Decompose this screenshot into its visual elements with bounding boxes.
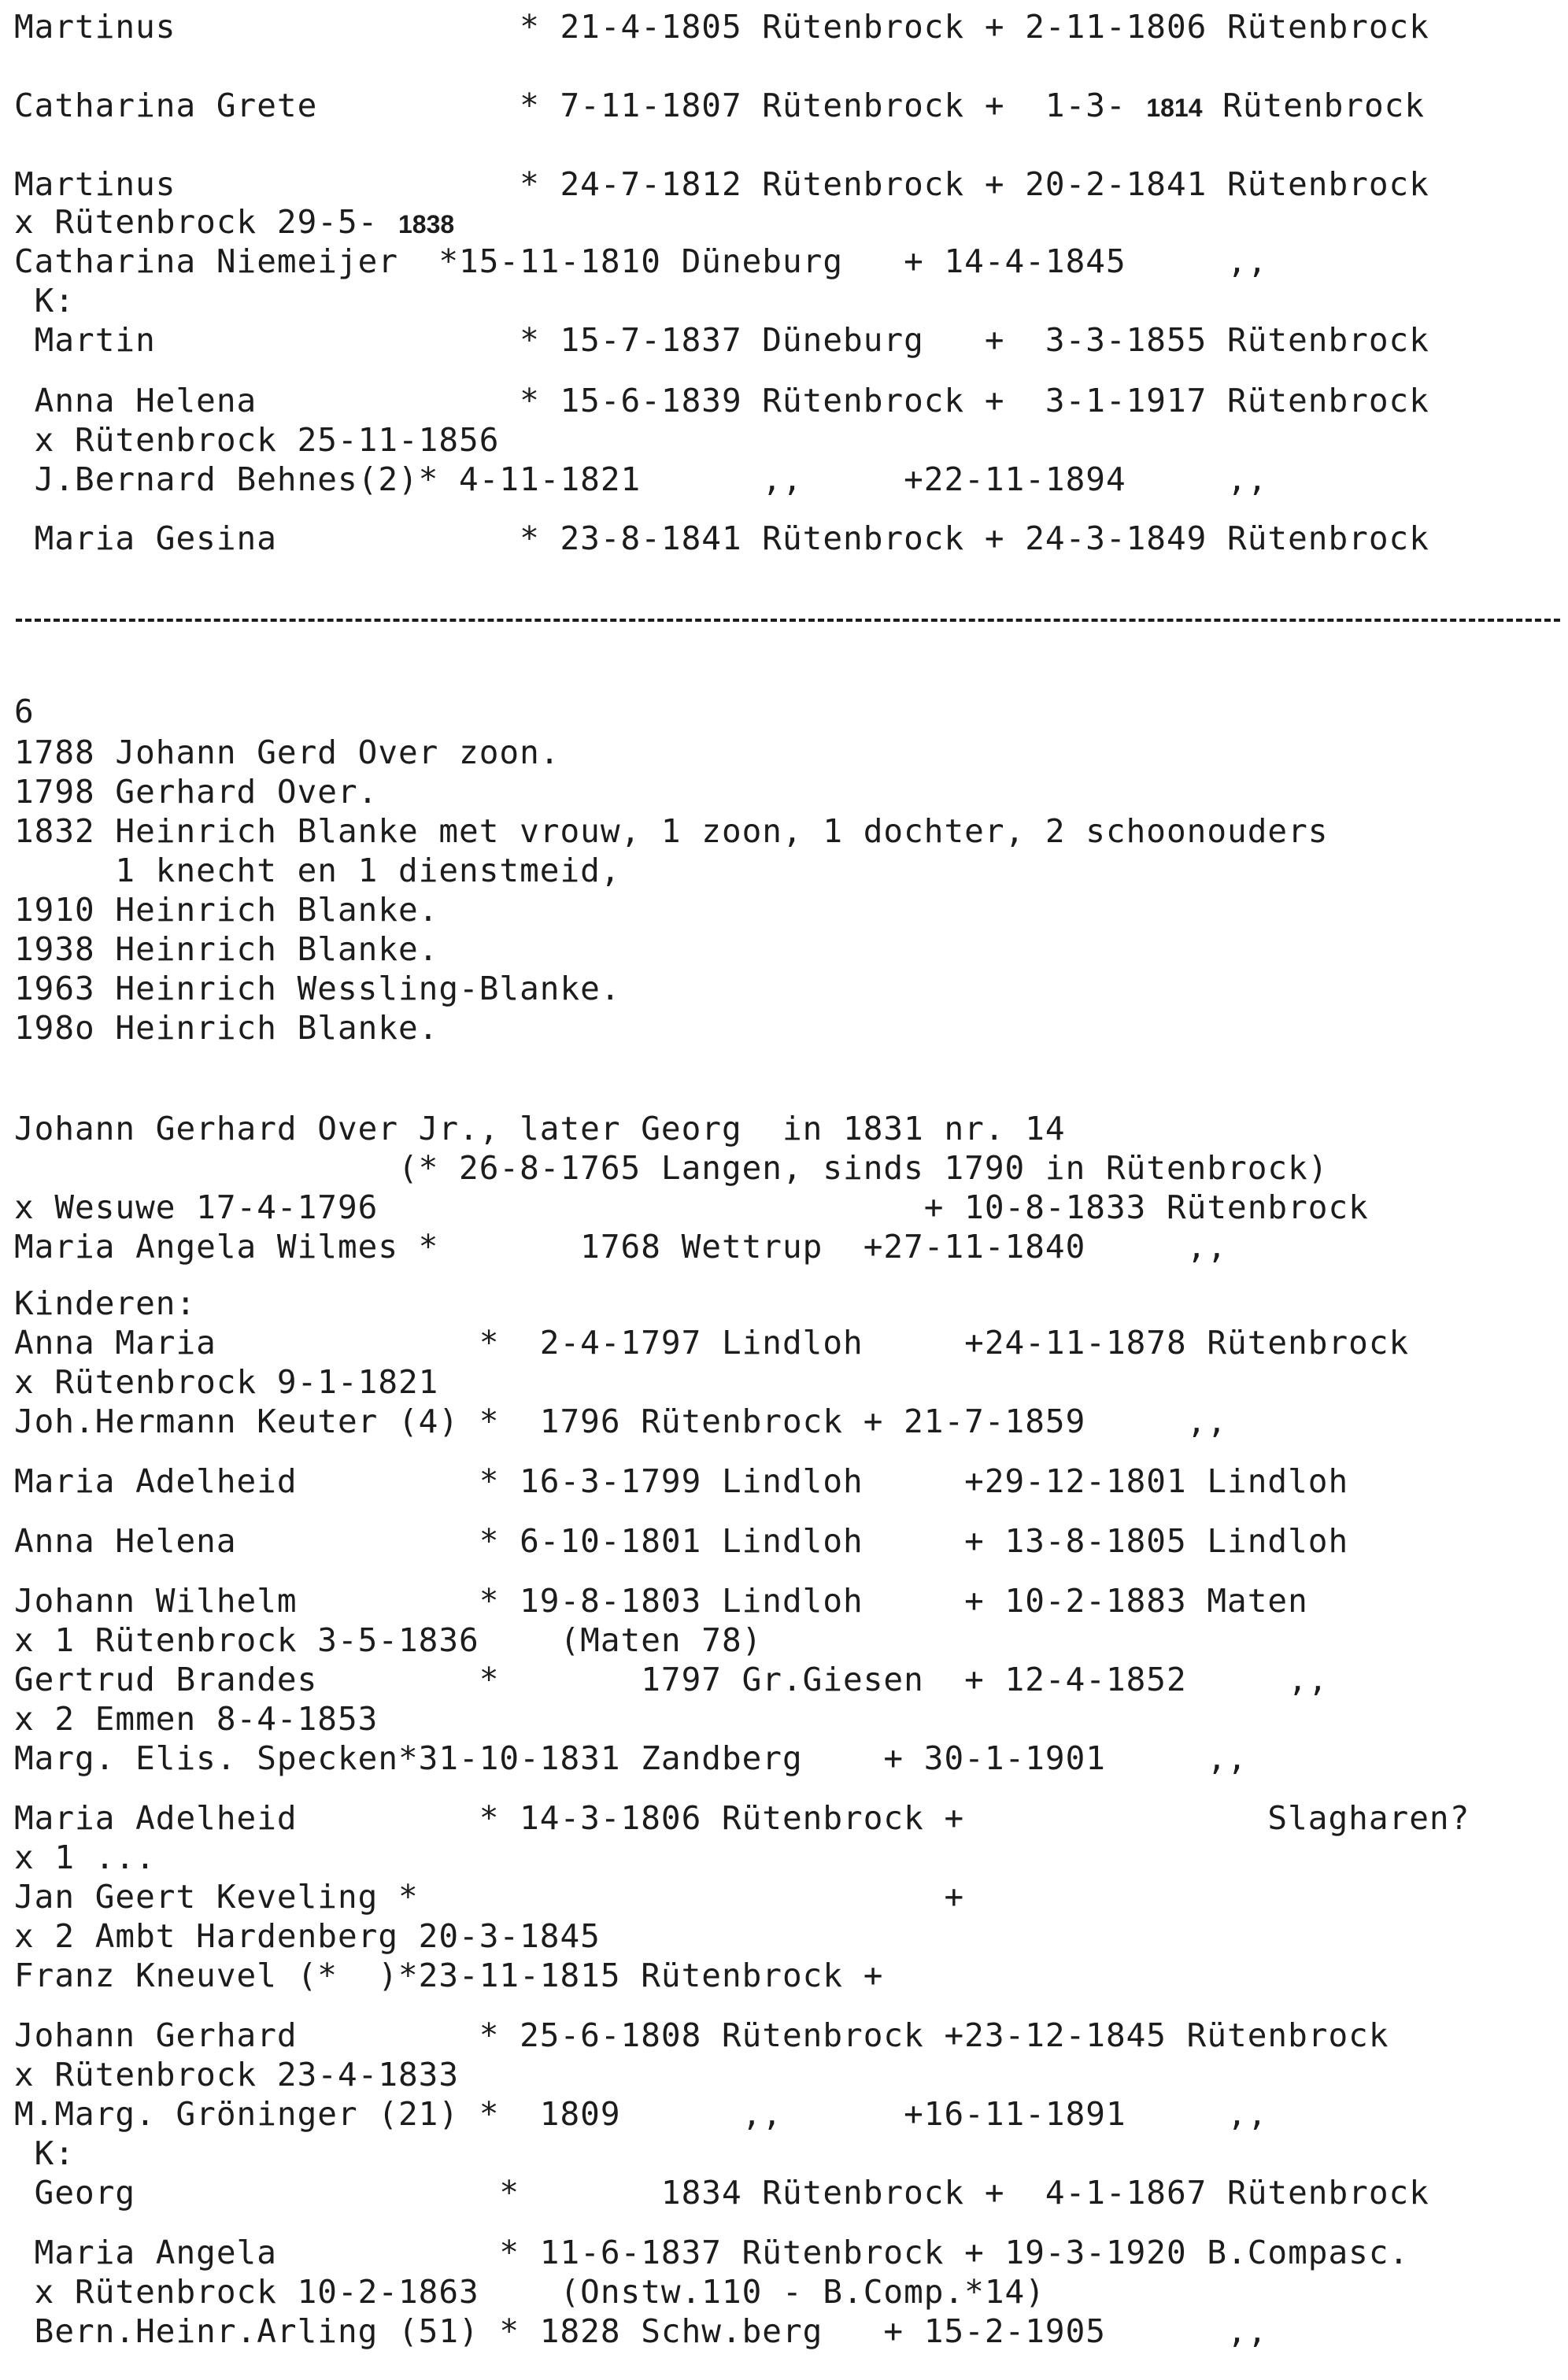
marriage-line: x Rütenbrock 23-4-1833 xyxy=(14,2056,460,2094)
marriage-line: x Rütenbrock 9-1-1821 xyxy=(14,1363,439,1401)
family-head: Johann Gerhard Over Jr., later Georg in 1831 nr. 14 xyxy=(14,1110,1066,1148)
record-line: Maria Gesina * 23-8-1841 Rütenbrock + 24-3-1849 Rütenbrock xyxy=(14,519,1429,557)
marriage-line: x Wesuwe 17-4-1796 + 10-8-1833 Rütenbrock xyxy=(14,1188,1369,1226)
occupant-line: 1910 Heinrich Blanke. xyxy=(14,891,439,929)
occupant-line: 1788 Johann Gerd Over zoon. xyxy=(14,734,560,771)
record-line: Maria Adelheid * 14-3-1806 Rütenbrock + Slagharen? xyxy=(14,1799,1470,1837)
record-line: Maria Angela Wilmes * 1768 Wettrup +27-11-1840 ,, xyxy=(14,1228,1228,1266)
section-number: 6 xyxy=(14,693,35,730)
occupant-line: 1832 Heinrich Blanke met vrouw, 1 zoon, 1 dochter, 2 schoonouders xyxy=(14,812,1329,850)
marriage-line: x 2 Ambt Hardenberg 20-3-1845 xyxy=(14,1917,601,1955)
occupant-line: 1963 Heinrich Wessling-Blanke. xyxy=(14,970,621,1007)
record-line: Marg. Elis. Specken*31-10-1831 Zandberg + 30-1-1901 ,, xyxy=(14,1739,1248,1777)
record-line: M.Marg. Gröninger (21) * 1809 ,, +16-11-1891 ,, xyxy=(14,2095,1268,2133)
marriage-line: x Rütenbrock 10-2-1863 (Onstw.110 - B.Comp.*14) xyxy=(14,2273,1045,2311)
record-line: Bern.Heinr.Arling (51) * 1828 Schw.berg + 15-2-1905 ,, xyxy=(14,2312,1268,2350)
record-line: Anna Helena * 15-6-1839 Rütenbrock + 3-1-1917 Rütenbrock xyxy=(14,382,1429,419)
record-line: Maria Angela * 11-6-1837 Rütenbrock + 19-3-1920 B.Compasc. xyxy=(14,2234,1410,2271)
children-label: K: xyxy=(14,2134,76,2172)
occupant-line: 1 knecht en 1 dienstmeid, xyxy=(14,852,621,889)
record-line: Johann Gerhard * 25-6-1808 Rütenbrock +23-12-1845 Rütenbrock xyxy=(14,2016,1389,2054)
marriage-line: x Rütenbrock 29-5- 1838 xyxy=(14,203,455,241)
marriage-line: x 1 ... xyxy=(14,1839,156,1876)
children-label: Kinderen: xyxy=(14,1284,197,1322)
record-line: Martinus * 24-7-1812 Rütenbrock + 20-2-1841 Rütenbrock xyxy=(14,165,1429,203)
occupant-line: 1938 Heinrich Blanke. xyxy=(14,930,439,968)
record-line: Georg * 1834 Rütenbrock + 4-1-1867 Rütenbrock xyxy=(14,2174,1429,2212)
record-line: Maria Adelheid * 16-3-1799 Lindloh +29-12-1801 Lindloh xyxy=(14,1462,1349,1500)
record-line: Franz Kneuvel (* )*23-11-1815 Rütenbrock + xyxy=(14,1957,884,1994)
record-line: Catharina Grete * 7-11-1807 Rütenbrock + 1-3- 1814 Rütenbrock xyxy=(14,87,1426,124)
record-line: Gertrud Brandes * 1797 Gr.Giesen + 12-4-1852 ,, xyxy=(14,1661,1329,1698)
record-line: Jan Geert Keveling * + xyxy=(14,1878,965,1916)
record-line: J.Bernard Behnes(2)* 4-11-1821 ,, +22-11-1894 ,, xyxy=(14,460,1268,498)
record-line: Johann Wilhelm * 19-8-1803 Lindloh + 10-2-1883 Maten xyxy=(14,1582,1308,1620)
record-line: Anna Helena * 6-10-1801 Lindloh + 13-8-1805 Lindloh xyxy=(14,1522,1349,1560)
children-label: K: xyxy=(14,282,76,320)
record-line: Martin * 15-7-1837 Düneburg + 3-3-1855 Rütenbrock xyxy=(14,321,1429,359)
marriage-line: x Rütenbrock 25-11-1856 xyxy=(14,421,500,459)
marriage-line: x 1 Rütenbrock 3-5-1836 (Maten 78) xyxy=(14,1621,763,1659)
occupant-line: 1798 Gerhard Over. xyxy=(14,773,379,811)
record-line: Joh.Hermann Keuter (4) * 1796 Rütenbrock + 21-7-1859 ,, xyxy=(14,1402,1228,1440)
occupant-line: 198o Heinrich Blanke. xyxy=(14,1009,439,1047)
record-line: Martinus * 21-4-1805 Rütenbrock + 2-11-1806 Rütenbrock xyxy=(14,8,1429,46)
marriage-line: x 2 Emmen 8-4-1853 xyxy=(14,1700,379,1738)
record-line: Anna Maria * 2-4-1797 Lindloh +24-11-1878 Rütenbrock xyxy=(14,1324,1410,1362)
record-line: (* 26-8-1765 Langen, sinds 1790 in Rütenbrock) xyxy=(14,1149,1329,1187)
record-line: Catharina Niemeijer *15-11-1810 Düneburg + 14-4-1845 ,, xyxy=(14,242,1268,280)
dashed-separator xyxy=(16,619,1560,622)
